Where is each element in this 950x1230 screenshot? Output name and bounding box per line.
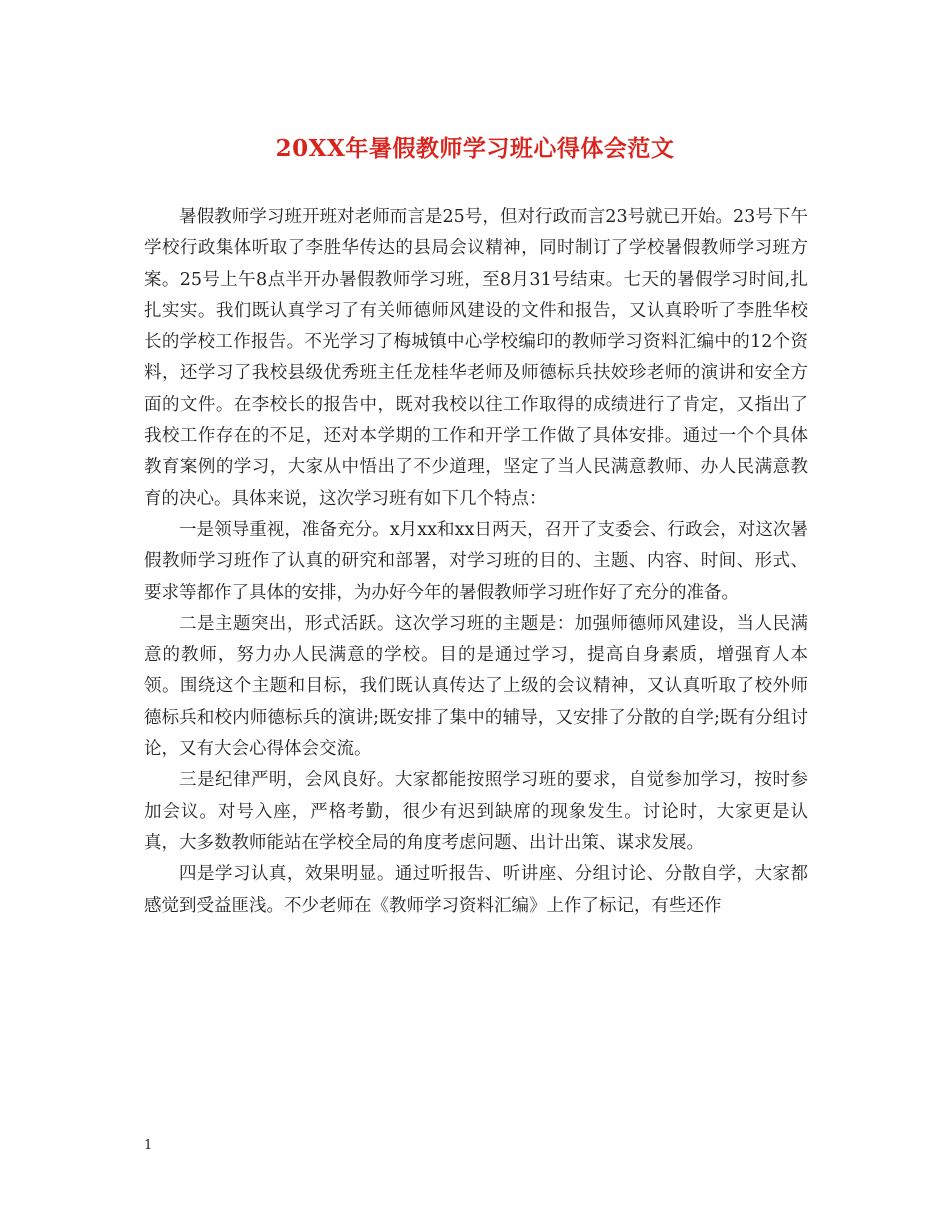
paragraph: 二是主题突出，形式活跃。这次学习班的主题是：加强师德师风建设，当人民满意的教师，努力办人民满意的学校。目的是通过学习，提高自身素质，增强育人本领。围绕这个主题和目标，我们既认真传达了上级的会议精神，又认真听取了校外师德标兵和校内师德标兵的演讲;既安排了集中的辅导，又安排了分散的自学;既有分组讨论，又有大会心得体会交流。 — [144, 613, 808, 760]
document-body — [144, 202, 808, 922]
paragraph: 三是纪律严明，会风良好。大家都能按照学习班的要求，自觉参加学习，按时参加会议。对号入座，严格考勤，很少有迟到缺席的现象发生。讨论时，大家更是认真，大多数教师能站在学校全局的角度考虑问题、出计出策、谋求发展。 — [144, 770, 808, 853]
paragraph: 暑假教师学习班开班对老师而言是25号，但对行政而言23号就已开始。23号下午学校行政集体听取了李胜华传达的县局会议精神，同时制订了学校暑假教师学习班方案。25号上午8点半开办暑假教师学习班，至8月31号结束。七天的暑假学习时间,扎扎实实。我们既认真学习了有关师德师风建设的文件和报告，又认真聆听了李胜华校长的学校工作报告。不光学习了梅城镇中心学校编印的教师学习资料汇编中的12个资料，还学习了我校县级优秀班主任龙桂华老师及师德标兵扶姣珍老师的演讲和安全方面的文件。在李校长的报告中，既对我校以往工作取得的成绩进行了肯定，又指出了我校工作存在的不足，还对本学期的工作和开学工作做了具体安排。通过一个个具体教育案例的学习，大家从中悟出了不少道理，坚定了当人民满意教师、办人民满意教育的决心。具体来说，这次学习班有如下几个特点： — [144, 207, 808, 509]
paragraph: 一是领导重视，准备充分。x月xx和xx日两天，召开了支委会、行政会，对这次暑假教师学习班作了认真的研究和部署，对学习班的目的、主题、内容、时间、形式、要求等都作了具体的安排，为办好今年的暑假教师学习班作好了充分的准备。 — [144, 519, 808, 603]
document-title: 20XX年暑假教师学习班心得体会范文 — [275, 135, 675, 162]
page-number: 1 — [144, 1138, 153, 1153]
paragraph: 四是学习认真，效果明显。通过听报告、听讲座、分组讨论、分散自学，大家都感觉到受益匪浅。不少老师在《教师学习资料汇编》上作了标记，有些还作 — [144, 864, 808, 916]
